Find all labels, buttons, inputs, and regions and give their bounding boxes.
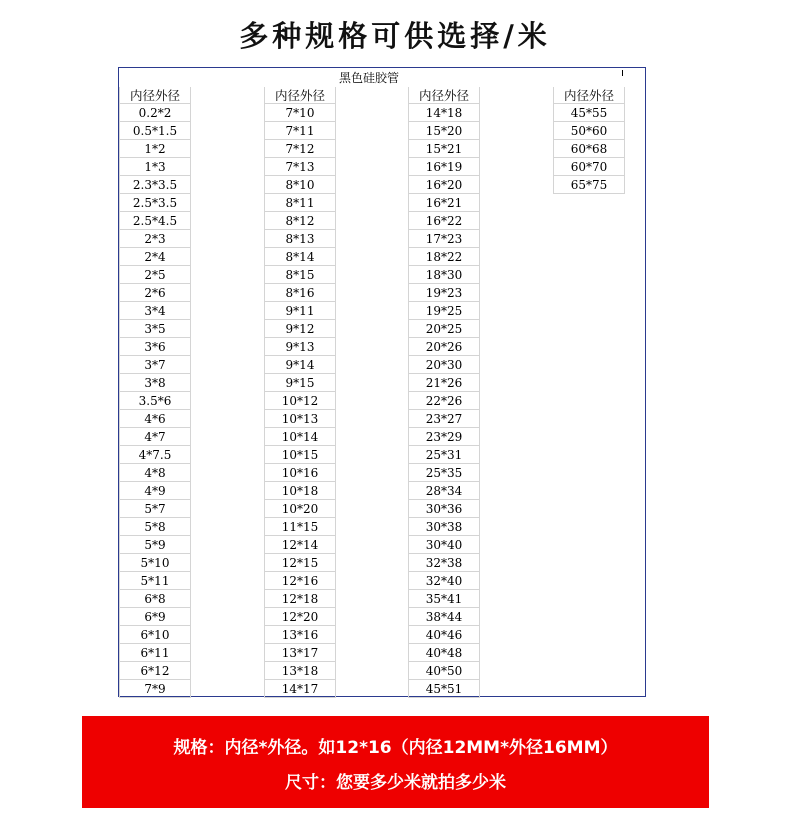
- spec-cell: 2.5*4.5: [119, 212, 191, 230]
- spec-column-4: [553, 87, 625, 194]
- spec-cell: 65*75: [553, 176, 625, 194]
- spec-cell: 3*4: [119, 302, 191, 320]
- spec-cell: 40*46: [408, 626, 480, 644]
- spec-cell: 3.5*6: [119, 392, 191, 410]
- spec-cell: 19*23: [408, 284, 480, 302]
- spec-cell: 3*6: [119, 338, 191, 356]
- spec-cell: 2.5*3.5: [119, 194, 191, 212]
- spec-cell: 22*26: [408, 392, 480, 410]
- spec-cell: 10*20: [264, 500, 336, 518]
- spec-cell: 35*41: [408, 590, 480, 608]
- spec-cell: 9*13: [264, 338, 336, 356]
- spec-cell: 23*29: [408, 428, 480, 446]
- spec-cell: 3*8: [119, 374, 191, 392]
- banner-size-note: 尺寸：您要多少米就拍多少米: [285, 773, 506, 793]
- spec-cell: 10*15: [264, 446, 336, 464]
- spec-cell: 2*4: [119, 248, 191, 266]
- spec-column-3: [408, 87, 480, 698]
- spec-cell: 12*15: [264, 554, 336, 572]
- spec-cell: 32*40: [408, 572, 480, 590]
- spec-cell: 12*16: [264, 572, 336, 590]
- spec-cell: 10*13: [264, 410, 336, 428]
- spec-cell: 12*20: [264, 608, 336, 626]
- spec-cell: 5*9: [119, 536, 191, 554]
- spec-cell: 10*14: [264, 428, 336, 446]
- spec-cell: 32*38: [408, 554, 480, 572]
- spec-cell: 12*18: [264, 590, 336, 608]
- spec-cell: 8*13: [264, 230, 336, 248]
- spec-cell: 8*16: [264, 284, 336, 302]
- spec-cell: 0.2*2: [119, 104, 191, 122]
- spec-banner: [82, 716, 709, 808]
- spec-cell: 8*10: [264, 176, 336, 194]
- spec-cell: 13*16: [264, 626, 336, 644]
- spec-cell: 28*34: [408, 482, 480, 500]
- spec-cell: 20*25: [408, 320, 480, 338]
- spec-cell: 16*22: [408, 212, 480, 230]
- spec-cell: 40*50: [408, 662, 480, 680]
- spec-cell: 1*3: [119, 158, 191, 176]
- spec-cell: 4*8: [119, 464, 191, 482]
- spec-cell: 23*27: [408, 410, 480, 428]
- column-header: 内径外径: [408, 87, 480, 104]
- spec-cell: 9*14: [264, 356, 336, 374]
- spec-cell: 15*20: [408, 122, 480, 140]
- spec-column-2: [264, 87, 336, 698]
- spec-cell: 13*17: [264, 644, 336, 662]
- spec-cell: 45*51: [408, 680, 480, 698]
- spec-cell: 16*21: [408, 194, 480, 212]
- column-header: 内径外径: [553, 87, 625, 104]
- spec-cell: 8*11: [264, 194, 336, 212]
- spec-cell: 30*36: [408, 500, 480, 518]
- spec-cell: 6*11: [119, 644, 191, 662]
- spec-cell: 38*44: [408, 608, 480, 626]
- page-title: 多种规格可供选择/米: [239, 19, 551, 53]
- spec-cell: 5*7: [119, 500, 191, 518]
- spec-cell: 5*11: [119, 572, 191, 590]
- spec-cell: 18*30: [408, 266, 480, 284]
- spec-cell: 40*48: [408, 644, 480, 662]
- spec-cell: 6*8: [119, 590, 191, 608]
- spec-cell: 14*18: [408, 104, 480, 122]
- spec-cell: 5*8: [119, 518, 191, 536]
- spec-cell: 4*6: [119, 410, 191, 428]
- spec-sheet: [118, 67, 646, 697]
- column-header: 内径外径: [264, 87, 336, 104]
- spec-cell: 20*30: [408, 356, 480, 374]
- spec-cell: 11*15: [264, 518, 336, 536]
- spec-cell: 12*14: [264, 536, 336, 554]
- spec-cell: 1*2: [119, 140, 191, 158]
- spec-cell: 4*9: [119, 482, 191, 500]
- spec-cell: 8*14: [264, 248, 336, 266]
- spec-cell: 2*6: [119, 284, 191, 302]
- spec-cell: 7*9: [119, 680, 191, 698]
- spec-cell: 3*5: [119, 320, 191, 338]
- spec-cell: 60*70: [553, 158, 625, 176]
- banner-spec-note: 规格：内径*外径。如12*16（内径12MM*外径16MM）: [173, 738, 618, 758]
- spec-cell: 16*20: [408, 176, 480, 194]
- spec-cell: 9*11: [264, 302, 336, 320]
- spec-cell: 10*12: [264, 392, 336, 410]
- column-header: 内径外径: [119, 87, 191, 104]
- spec-cell: 2*5: [119, 266, 191, 284]
- spec-cell: 16*19: [408, 158, 480, 176]
- spec-cell: 20*26: [408, 338, 480, 356]
- spec-cell: 60*68: [553, 140, 625, 158]
- spec-cell: 4*7: [119, 428, 191, 446]
- spec-cell: 6*9: [119, 608, 191, 626]
- spec-cell: 15*21: [408, 140, 480, 158]
- spec-cell: 4*7.5: [119, 446, 191, 464]
- spec-cell: 45*55: [553, 104, 625, 122]
- spec-cell: 14*17: [264, 680, 336, 698]
- spec-cell: 2*3: [119, 230, 191, 248]
- spec-cell: 8*15: [264, 266, 336, 284]
- spec-cell: 9*12: [264, 320, 336, 338]
- spec-cell: 10*18: [264, 482, 336, 500]
- spec-cell: 7*11: [264, 122, 336, 140]
- spec-cell: 8*12: [264, 212, 336, 230]
- spec-cell: 0.5*1.5: [119, 122, 191, 140]
- spec-cell: 10*16: [264, 464, 336, 482]
- spec-cell: 3*7: [119, 356, 191, 374]
- spec-cell: 30*38: [408, 518, 480, 536]
- spec-cell: 13*18: [264, 662, 336, 680]
- spec-cell: 5*10: [119, 554, 191, 572]
- spec-cell: 17*23: [408, 230, 480, 248]
- spec-cell: 2.3*3.5: [119, 176, 191, 194]
- spec-column-1: [119, 87, 191, 698]
- spec-cell: 25*35: [408, 464, 480, 482]
- spec-cell: 25*31: [408, 446, 480, 464]
- spec-cell: 50*60: [553, 122, 625, 140]
- sheet-title: 黑色硅胶管: [338, 71, 399, 85]
- spec-cell: 9*15: [264, 374, 336, 392]
- spec-cell: 6*10: [119, 626, 191, 644]
- spec-cell: 7*12: [264, 140, 336, 158]
- spec-cell: 7*13: [264, 158, 336, 176]
- spec-cell: 18*22: [408, 248, 480, 266]
- spec-cell: 30*40: [408, 536, 480, 554]
- spec-cell: 19*25: [408, 302, 480, 320]
- spec-cell: 6*12: [119, 662, 191, 680]
- spec-cell: 21*26: [408, 374, 480, 392]
- spec-cell: 7*10: [264, 104, 336, 122]
- sheet-corner-mark: [622, 70, 623, 76]
